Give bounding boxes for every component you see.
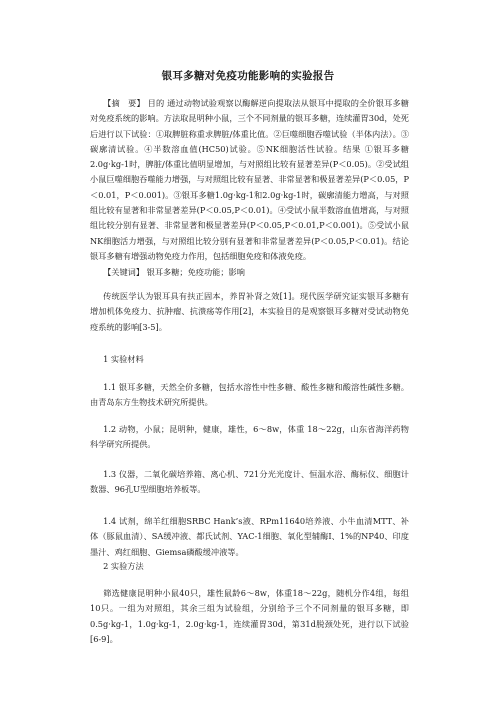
paragraph-2: 筛选健康昆明种小鼠40只，雄性鼠龄6～8w，体重18～22g，随机分作4组，每组10只。一组为对照组，其余三组为试验组，分别给予三个不同剂量的银耳多糖，即0.5g·kg-1，1.0g·kg-1，2.0g·kg-1，连续灌胃30d，第31d脱颈处死，进行以下试验[6-9]。 xyxy=(90,588,409,644)
document-title: 银耳多糖对免疫功能影响的实验报告 xyxy=(161,70,335,82)
section-heading-methods: 2 实验方法 xyxy=(103,561,144,571)
abstract-paragraph: 【摘 要】 目的 通过动物试验观察以酶解逆向提取法从银耳中提取的全价银耳多糖对免疫系统的影响。方法取昆明种小鼠，三个不同剂量的银耳多糖，连续灌胃30d，处死后进行以下试验：①取脾脏称重求脾脏/体重比值。②巨噬细胞吞噬试验（半体内法）。③碳廓清试验。④半数溶血值(HC50)试验。⑤NK细胞活性试验。结果 ①银耳多糖2.0g·kg-1时，脾脏/体重比值明显增加，与对照组比较有显著差异(P＜0.05)。②受试组小鼠巨噬细胞吞噬能力增强，与对照组比较有显著、非常显著和极显著差异(P＜0.05，P＜0.01，P＜0.001)。③银耳多糖1.0g·kg-1和2.0g·kg-1时，碳廓清能力增高，与对照组比较有显著和非常显著差异(P＜0.05,P＜0.01)。④受试小鼠半数溶血值增高，与对照组比较分别有显著、非常显著和极显著差异(P＜0.05,P＜0.01,P＜0.001)。⑤受试小鼠NK细胞活力增强，与对照组比较分别有显著和非常显著差异(P＜0.05,P＜0.01)。结论 银耳多糖有增强动物免疫力作用，包括细胞免疫和体液免疫。 xyxy=(90,98,410,261)
paragraph-1-4: 1.4 试剂，绵羊红细胞SRBC Hank’s液、RPm11640培养液、小牛血清MTT、补体（豚鼠血清）、SA缓冲液、都氏试剂、YAC-1细胞、氧化型辅酶I、1%的NP40、印度墨汁、鸡红细胞、Giemsa磷酸缓冲液等。 xyxy=(90,516,409,557)
paragraph-1-3: 1.3 仪器，二氧化碳培养箱、离心机、721分光光度计、恒温水浴、酶标仪、细胞计数器、96孔U型细胞培养板等。 xyxy=(90,469,409,495)
intro-paragraph: 传统医学认为银耳具有扶正固本，养胃补肾之效[1]。现代医学研究证实银耳多糖有增加机体免疫力、抗肿瘤、抗溃疡等作用[2]，本实验目的是观察银耳多糖对受试动物免疫系统的影响[3-5]。 xyxy=(90,291,409,332)
paragraph-1-1: 1.1 银耳多糖，天然全价多糖，包括水溶性中性多糖、酸性多糖和酸溶性碱性多糖。由青岛东方生物技术研究所提供。 xyxy=(90,382,409,408)
section-heading-materials: 1 实验材料 xyxy=(103,354,144,364)
paragraph-1-2: 1.2 动物，小鼠；昆明种，健康，雄性，6～8w，体重 18～22g，山东省海洋药物科学研究所提供。 xyxy=(90,424,409,450)
keywords-paragraph: 【关键词】 银耳多糖；免疫功能；影响 xyxy=(103,267,245,277)
